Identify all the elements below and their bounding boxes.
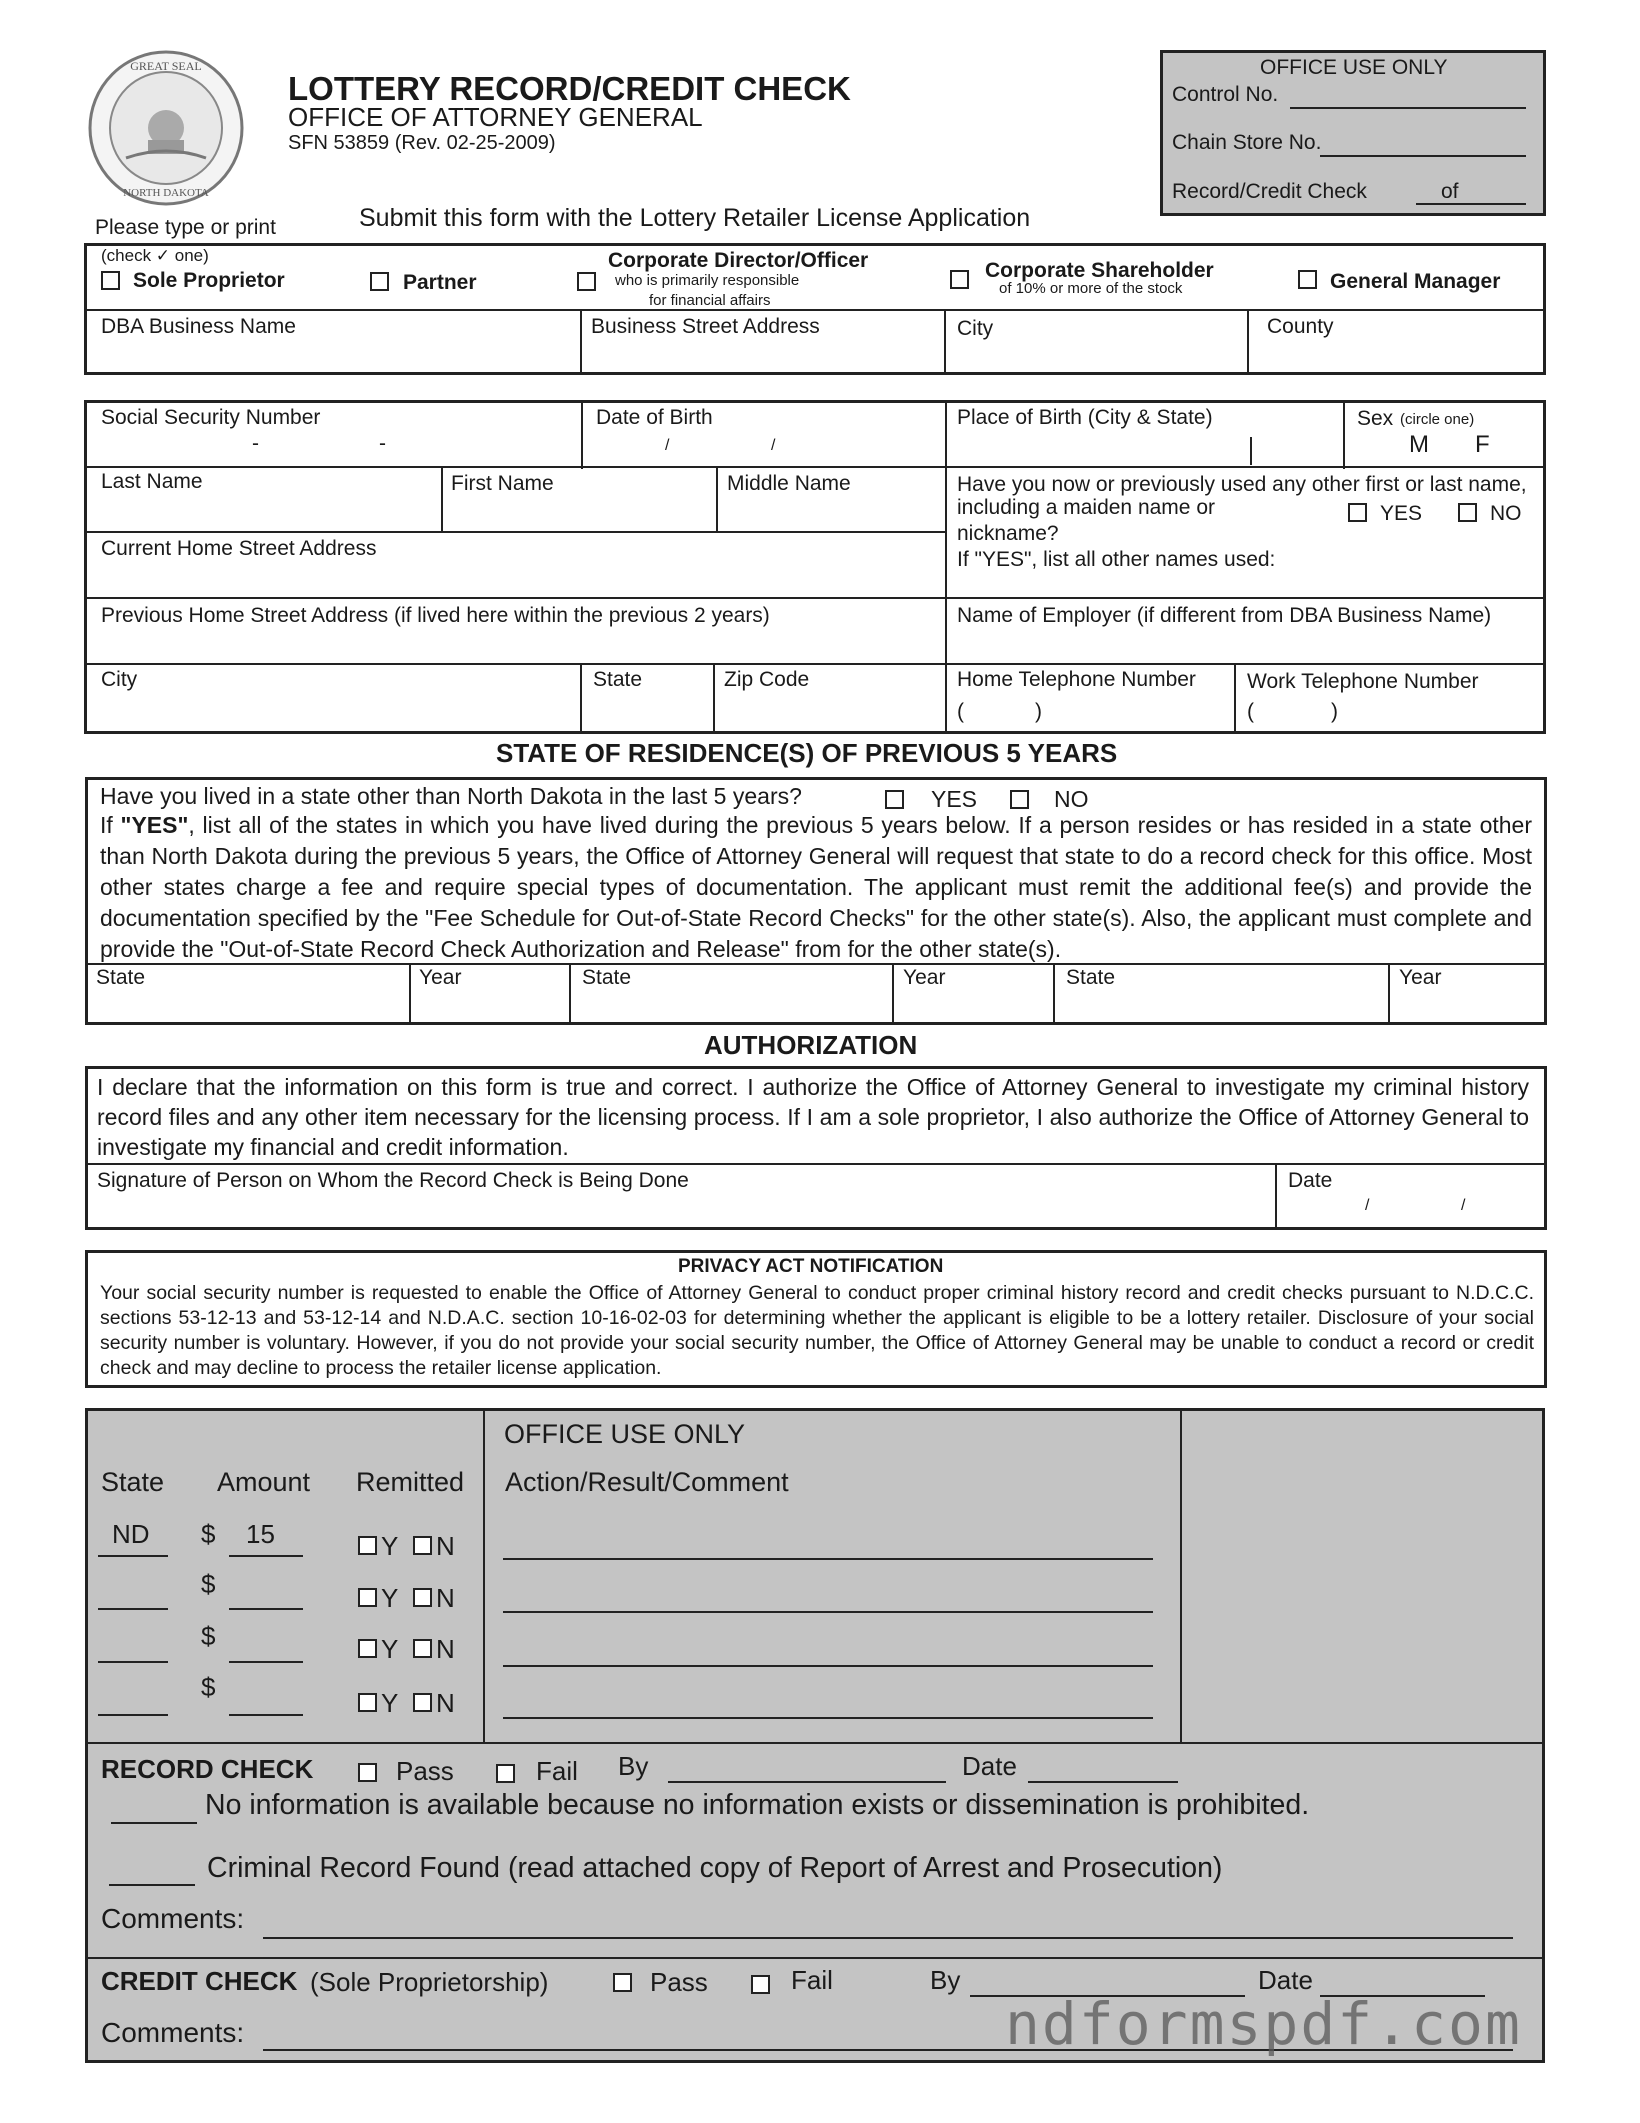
res-year-1: Year	[419, 966, 462, 989]
svg-text:GREAT SEAL: GREAT SEAL	[130, 59, 202, 73]
other-names-q4: If "YES", list all other names used:	[957, 548, 1276, 571]
record-pass-checkbox[interactable]	[358, 1763, 377, 1782]
residence-question: Have you lived in a state other than North Dakota in the last 5 years?	[100, 783, 802, 809]
p-row-3	[87, 597, 1543, 599]
control-no-label: Control No.	[1172, 83, 1279, 106]
general-manager-checkbox[interactable]	[1298, 270, 1317, 289]
corporate-shareholder-checkbox[interactable]	[950, 270, 969, 289]
fee-row2-state-line	[98, 1608, 168, 1610]
office-use-top	[1160, 50, 1546, 216]
middle-name-field[interactable]: Middle Name	[727, 472, 851, 495]
residence-paragraph	[100, 810, 1532, 965]
current-address-field[interactable]: Current Home Street Address	[101, 537, 377, 560]
zip-field[interactable]: Zip Code	[724, 668, 810, 691]
ob-heading: OFFICE USE ONLY	[504, 1419, 746, 1449]
fee-row1-dollar: $	[201, 1519, 216, 1549]
sex-m-option[interactable]: M	[1409, 431, 1429, 458]
p-row-1	[87, 466, 1543, 468]
biz-col-divider-3	[1247, 309, 1249, 372]
record-check-label: RECORD CHECK	[101, 1754, 314, 1784]
fee-row4-n-checkbox[interactable]	[413, 1693, 432, 1712]
privacy-text: Your social security number is requested to enable the Office of Attorney General to conduct proper criminal history record and credit checks pursuant to N.D.C.C. sections 53-12-13 and 53-12-14 and N.D.A.C. section 10-16-02-03 for determining whether the applicant is eligible to be a lottery retailer. Disclosure of your social security number is voluntary. However, if you do not provide your social security number, the Office of Attorney General may be unable to conduct a record or credit check and may decline to process the retailer license application.	[100, 1282, 1534, 1379]
fee-row3-n: N	[436, 1634, 455, 1664]
fee-row4-n: N	[436, 1688, 455, 1718]
ssn-field[interactable]: Social Security Number	[101, 406, 321, 429]
sex-hint: (circle one)	[1400, 411, 1475, 428]
pob-tick	[1250, 437, 1252, 465]
record-pass-label: Pass	[396, 1756, 454, 1786]
agency-name: OFFICE OF ATTORNEY GENERAL	[288, 102, 703, 132]
p-div-f	[580, 663, 582, 734]
fee-row4-y-checkbox[interactable]	[358, 1693, 377, 1712]
p-row-2	[87, 531, 945, 533]
home-phone-open: (	[957, 700, 964, 723]
biz-col-divider-2	[944, 309, 946, 372]
corporate-shareholder-sub: of 10% or more of the stock	[999, 280, 1183, 297]
res-year-3: Year	[1399, 966, 1442, 989]
biz-col-divider-1	[580, 309, 582, 372]
corporate-director-checkbox[interactable]	[577, 272, 596, 291]
first-name-field[interactable]: First Name	[451, 472, 554, 495]
p-div-a	[581, 403, 583, 469]
residence-if: If	[100, 812, 121, 838]
ob-div-1	[483, 1411, 485, 1742]
auth-div-v	[1275, 1163, 1277, 1227]
dob-sep-2: /	[771, 437, 776, 454]
last-name-field[interactable]: Last Name	[101, 470, 203, 493]
residence-body: , list all of the states in which you have lived during the previous 5 years below. If a person resides or has resided in a state other than North Dakota during the previous 5 years, the Office of Attorney General will request that state to do a record check for this office. Most other states charge a fee and require special types of documentation. The applicant must remit the additional fee(s) and provide the documentation specified by the "Fee Schedule for Out-of-State Record Checks" for the other state(s). Also, the applicant must complete and provide the "Out-of-State Record Check Authorization and Release" from for the other state(s).	[100, 812, 1533, 962]
role-divider	[87, 309, 1543, 311]
business-street-field[interactable]: Business Street Address	[591, 315, 820, 338]
fee-row3-action-line	[503, 1665, 1153, 1667]
sole-proprietor-label: Sole Proprietor	[133, 269, 285, 292]
other-names-no-checkbox[interactable]	[1458, 503, 1477, 522]
other-names-no-label: NO	[1490, 502, 1522, 525]
residence-table-top	[88, 963, 1544, 965]
work-phone-field[interactable]: Work Telephone Number	[1247, 670, 1479, 693]
home-phone-close: )	[1035, 700, 1042, 723]
credit-check-label: CREDIT CHECK	[101, 1966, 298, 1996]
p-div-c	[1343, 403, 1345, 469]
signature-field[interactable]: Signature of Person on Whom the Record Check is Being Done	[97, 1169, 689, 1192]
control-no-line	[1290, 107, 1526, 109]
authorization-heading: AUTHORIZATION	[704, 1030, 918, 1060]
fee-row2-action-line	[503, 1611, 1153, 1613]
corporate-director-sub2: for financial affairs	[649, 292, 771, 309]
ssn-sep-2: -	[379, 432, 386, 455]
watermark: ndformspdf.com	[1005, 1990, 1522, 2058]
sex-label: Sex	[1357, 407, 1394, 430]
corporate-director-sub1: who is primarily responsible	[615, 272, 800, 289]
fee-row1-state-line	[98, 1555, 168, 1557]
partner-checkbox[interactable]	[370, 272, 389, 291]
employer-field[interactable]: Name of Employer (if different from DBA Business Name)	[957, 604, 1492, 627]
fee-row2-dollar: $	[201, 1569, 216, 1599]
auth-date-field[interactable]: Date	[1288, 1169, 1333, 1192]
work-phone-open: (	[1247, 700, 1254, 723]
other-names-yes-checkbox[interactable]	[1348, 503, 1367, 522]
submit-instruction: Submit this form with the Lottery Retailer License Application	[359, 204, 1031, 232]
record-comments-line	[263, 1937, 1513, 1939]
business-county-field[interactable]: County	[1267, 315, 1334, 338]
home-phone-field[interactable]: Home Telephone Number	[957, 668, 1196, 691]
office-use-heading: OFFICE USE ONLY	[1260, 56, 1448, 79]
personal-section	[84, 400, 1546, 734]
corporate-shareholder-label: Corporate Shareholder	[985, 259, 1214, 282]
partner-label: Partner	[403, 271, 477, 294]
ob-div-2	[1180, 1411, 1182, 1742]
p-div-d	[441, 466, 443, 532]
general-manager-label: General Manager	[1330, 270, 1501, 293]
office-use-bottom	[85, 1408, 1545, 2063]
other-names-q1: Have you now or previously used any other first or last name,	[957, 473, 1527, 496]
record-fail-checkbox[interactable]	[496, 1764, 515, 1783]
residence-no-checkbox[interactable]	[1010, 790, 1029, 809]
credit-fail-checkbox[interactable]	[751, 1975, 770, 1994]
privacy-section	[85, 1250, 1547, 1388]
fee-row2-amount-line	[229, 1608, 303, 1610]
fee-row2-n: N	[436, 1583, 455, 1613]
record-credit-check-label: Record/Credit Check	[1172, 180, 1367, 203]
ob-action-col: Action/Result/Comment	[505, 1467, 789, 1497]
p-div-g	[713, 663, 715, 734]
credit-pass-checkbox[interactable]	[613, 1973, 632, 1992]
fee-row1-action-line	[503, 1558, 1153, 1560]
p-div-e	[716, 466, 718, 532]
ob-amount-col: Amount	[217, 1467, 311, 1497]
fee-row1-n-checkbox[interactable]	[413, 1536, 432, 1555]
no-info-line	[111, 1822, 197, 1824]
res-div-3	[892, 963, 894, 1022]
ob-row-divider-2	[88, 1957, 1542, 1959]
ob-remitted-col: Remitted	[356, 1467, 465, 1497]
form-number: SFN 53859 (Rev. 02-25-2009)	[288, 132, 556, 154]
credit-pass-label: Pass	[650, 1967, 708, 1997]
fee-row1-state: ND	[112, 1519, 150, 1549]
auth-date-sep-2: /	[1461, 1197, 1466, 1214]
criminal-found-text: Criminal Record Found (read attached copy of Report of Arrest and Prosecution)	[207, 1852, 1223, 1884]
fee-row1-amount-line	[229, 1555, 303, 1557]
chain-store-label: Chain Store No.	[1172, 131, 1322, 154]
record-date-label: Date	[962, 1751, 1017, 1781]
credit-comments-label: Comments:	[101, 2017, 245, 2048]
fee-row2-y: Y	[381, 1583, 399, 1613]
fee-row4-action-line	[503, 1717, 1153, 1719]
fee-row3-dollar: $	[201, 1621, 216, 1651]
record-total-line	[1466, 203, 1526, 205]
dob-field[interactable]: Date of Birth	[596, 406, 713, 429]
sex-f-option[interactable]: F	[1475, 431, 1490, 458]
ssn-sep-1: -	[252, 432, 259, 455]
fee-row3-n-checkbox[interactable]	[413, 1639, 432, 1658]
of-label: of	[1441, 180, 1459, 203]
other-names-yes-label: YES	[1380, 502, 1423, 525]
res-state-2: State	[582, 966, 632, 989]
record-comments-label: Comments:	[101, 1903, 245, 1934]
other-names-q3: nickname?	[957, 522, 1059, 545]
authorization-section	[85, 1066, 1547, 1230]
fee-row4-state-line	[98, 1714, 168, 1716]
auth-date-sep-1: /	[1365, 1197, 1370, 1214]
p-div-h	[1234, 663, 1236, 734]
record-by-line	[668, 1781, 946, 1783]
res-div-1	[409, 963, 411, 1022]
chain-store-line	[1320, 155, 1526, 157]
fee-row3-state-line	[98, 1661, 168, 1663]
credit-date-label: Date	[1258, 1965, 1313, 1995]
res-div-4	[1053, 963, 1055, 1022]
place-of-birth-field[interactable]: Place of Birth (City & State)	[957, 406, 1213, 429]
res-year-2: Year	[903, 966, 946, 989]
fee-row1-amount: 15	[246, 1519, 275, 1549]
corporate-director-label: Corporate Director/Officer	[608, 249, 869, 272]
dob-sep-1: /	[665, 437, 670, 454]
residence-yes-label: YES	[931, 786, 978, 812]
authorization-text: I declare that the information on this form is true and correct. I authorize the Office of Attorney General to investigate my criminal history record files and any other item necessary for the licensing process. If I am a sole proprietor, I also authorize the Office of Attorney General to investigate my financial and credit information.	[97, 1074, 1529, 1160]
res-state-1: State	[96, 966, 146, 989]
residence-yes-checkbox[interactable]	[885, 790, 904, 809]
fee-row3-y: Y	[381, 1634, 399, 1664]
p-div-b	[945, 403, 947, 734]
print-instruction: Please type or print	[95, 216, 276, 239]
ob-state-col: State	[101, 1467, 165, 1497]
city-field[interactable]: City	[101, 668, 138, 691]
credit-by-label: By	[930, 1965, 961, 1995]
dba-name-field[interactable]: DBA Business Name	[101, 315, 296, 338]
other-names-q2: including a maiden name or	[957, 496, 1215, 519]
state-seal	[86, 48, 246, 208]
res-div-2	[569, 963, 571, 1022]
state-field[interactable]: State	[593, 668, 643, 691]
p-row-4	[87, 663, 1543, 665]
credit-check-sub: (Sole Proprietorship)	[310, 1967, 549, 1997]
residence-no-label: NO	[1054, 786, 1089, 812]
form-title: LOTTERY RECORD/CREDIT CHECK	[288, 70, 851, 107]
residence-yes-emph: "YES"	[120, 812, 189, 838]
auth-divider	[88, 1163, 1544, 1165]
res-div-5	[1388, 963, 1390, 1022]
record-date-line	[1028, 1781, 1178, 1783]
fee-row4-amount-line	[229, 1714, 303, 1716]
criminal-found-line	[109, 1884, 195, 1886]
previous-address-field[interactable]: Previous Home Street Address (if lived here within the previous 2 years)	[101, 604, 770, 627]
record-fail-label: Fail	[536, 1756, 578, 1786]
fee-row2-y-checkbox[interactable]	[358, 1588, 377, 1607]
work-phone-close: )	[1331, 700, 1338, 723]
svg-text:NORTH DAKOTA: NORTH DAKOTA	[123, 187, 209, 199]
fee-row3-y-checkbox[interactable]	[358, 1639, 377, 1658]
ob-row-divider-1	[88, 1742, 1542, 1744]
residence-heading: STATE OF RESIDENCE(S) OF PREVIOUS 5 YEARS	[496, 738, 1118, 768]
business-city-field[interactable]: City	[957, 317, 994, 340]
fee-row4-y: Y	[381, 1688, 399, 1718]
privacy-heading: PRIVACY ACT NOTIFICATION	[678, 1256, 944, 1277]
record-by-label: By	[618, 1751, 649, 1781]
res-state-3: State	[1066, 966, 1116, 989]
credit-fail-label: Fail	[791, 1965, 833, 1995]
fee-row4-dollar: $	[201, 1672, 216, 1702]
fee-row2-n-checkbox[interactable]	[413, 1588, 432, 1607]
sole-proprietor-checkbox[interactable]	[101, 271, 120, 290]
check-one-hint: (check ✓ one)	[101, 246, 209, 265]
fee-row3-amount-line	[229, 1661, 303, 1663]
no-info-text: No information is available because no information exists or dissemination is prohibited.	[205, 1789, 1310, 1821]
fee-row1-n: N	[436, 1531, 455, 1561]
fee-row1-y-checkbox[interactable]	[358, 1536, 377, 1555]
role-section	[84, 243, 1546, 375]
residence-section	[85, 777, 1547, 1025]
fee-row1-y: Y	[381, 1531, 399, 1561]
